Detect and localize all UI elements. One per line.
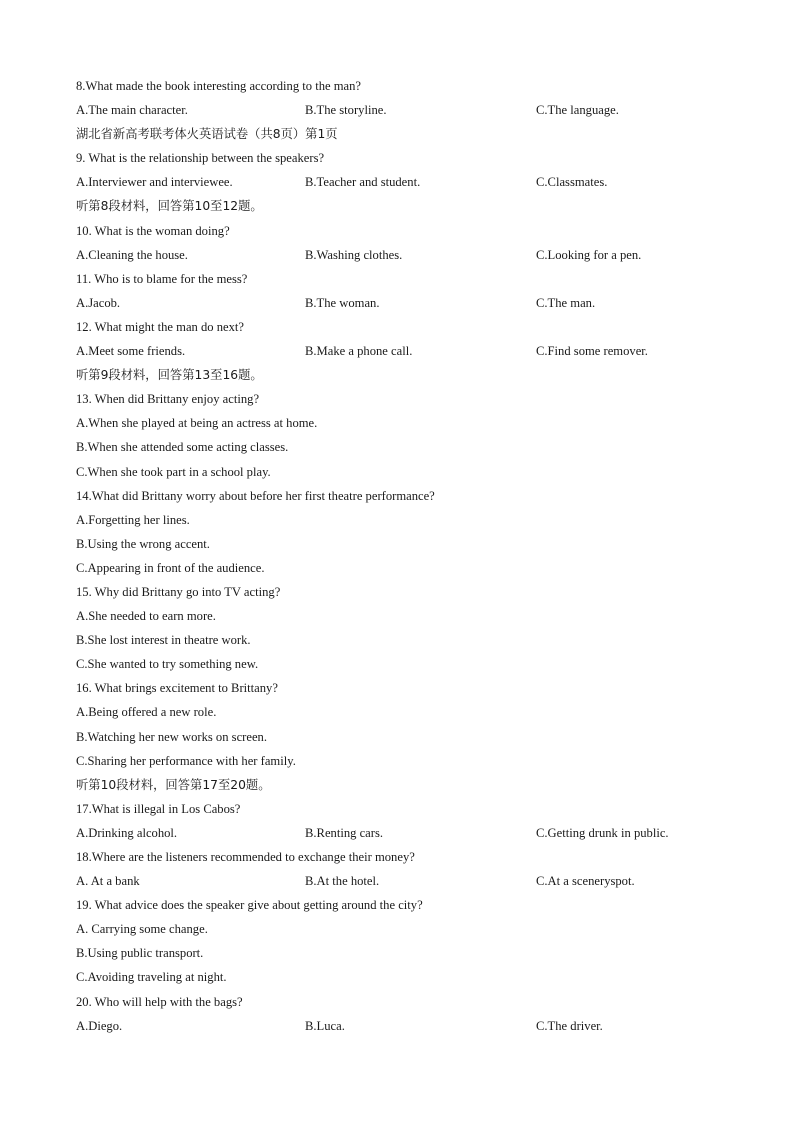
option-b: B.Washing clothes. [305,247,403,262]
question-text: 16. What brings excitement to Brittany? [76,681,278,696]
question-text: B.Using the wrong accent. [76,536,210,551]
option-c: C.At a sceneryspot. [536,874,635,889]
option-b: B.Renting cars. [305,825,383,840]
option-a: A.Jacob. [76,295,121,310]
question-text: 19. What advice does the speaker give about getting around the city? [76,898,423,913]
question-text: 13. When did Brittany enjoy acting? [76,392,260,407]
question-text: B.Using public transport. [76,946,204,961]
option-c: C.Getting drunk in public. [536,825,669,840]
question-text: A.She needed to earn more. [76,609,216,624]
option-a: A.Diego. [76,1018,123,1033]
question-text: C.Avoiding traveling at night. [76,970,227,985]
exam-page [76,74,736,1038]
question-text: A. Carrying some change. [76,922,208,937]
question-text: 8.What made the book interesting according to the man? [76,79,362,93]
question-text: A.Being offered a new role. [76,705,217,720]
question-text: 10. What is the woman doing? [76,223,230,238]
option-a: A. At a bank [76,874,140,889]
option-c: C.The language. [536,103,619,118]
question-text: 14.What did Brittany worry about before her first theatre performance? [76,488,435,503]
section-heading: 听第10段材料，回答第17至20题。 [76,777,271,792]
options-row [76,170,736,194]
question-text: 11. Who is to blame for the mess? [76,271,248,286]
option-a: A.Meet some friends. [76,344,186,359]
option-b: B.Teacher and student. [305,175,421,190]
option-a: A.Drinking alcohol. [76,825,178,840]
option-c: C.Classmates. [536,175,608,190]
option-a: A.The main character. [76,103,188,118]
options-row [76,821,736,845]
section-heading: 听第9段材料，回答第13至16题。 [76,368,263,383]
option-b: B.The woman. [305,295,380,310]
option-c: C.The man. [536,295,596,310]
option-c: C.Looking for a pen. [536,247,642,262]
option-b: B.Luca. [305,1018,345,1033]
question-text: 18.Where are the listeners recommended to exchange their money? [76,850,415,864]
question-text: 12. What might the man do next? [76,319,244,334]
question-text: 9. What is the relationship between the speakers? [76,151,325,166]
options-row [76,243,736,267]
section-heading: 听第8段材料，回答第10至12题。 [76,199,263,214]
section-heading: 湖北省新高考联考体火英语试卷（共8页）第1页 [76,127,338,142]
options-row [76,869,736,893]
option-c: C.The driver. [536,1018,603,1033]
question-text: 15. Why did Brittany go into TV acting? [76,584,281,599]
options-row [76,339,736,363]
question-text: B.When she attended some acting classes. [76,440,289,455]
question-text: 20. Who will help with the bags? [76,994,243,1009]
option-c: C.Find some remover. [536,344,648,359]
question-text: 17.What is illegal in Los Cabos? [76,801,241,816]
option-a: A.Interviewer and interviewee. [76,175,233,190]
question-text: C.Appearing in front of the audience. [76,560,265,575]
question-text: C.She wanted to try something new. [76,657,259,672]
question-text: B.Watching her new works on screen. [76,729,267,744]
options-row [76,1014,736,1038]
question-text: C.When she took part in a school play. [76,464,271,479]
option-b: B.Make a phone call. [305,344,413,359]
question-text: B.She lost interest in theatre work. [76,633,251,648]
question-text: A.When she played at being an actress at home. [76,416,318,431]
option-a: A.Cleaning the house. [76,247,188,262]
question-text: C.Sharing her performance with her family. [76,753,296,768]
question-text: A.Forgetting her lines. [76,512,190,527]
option-b: B.The storyline. [305,103,387,118]
options-row [76,98,736,122]
options-row [76,291,736,315]
option-b: B.At the hotel. [305,874,380,889]
